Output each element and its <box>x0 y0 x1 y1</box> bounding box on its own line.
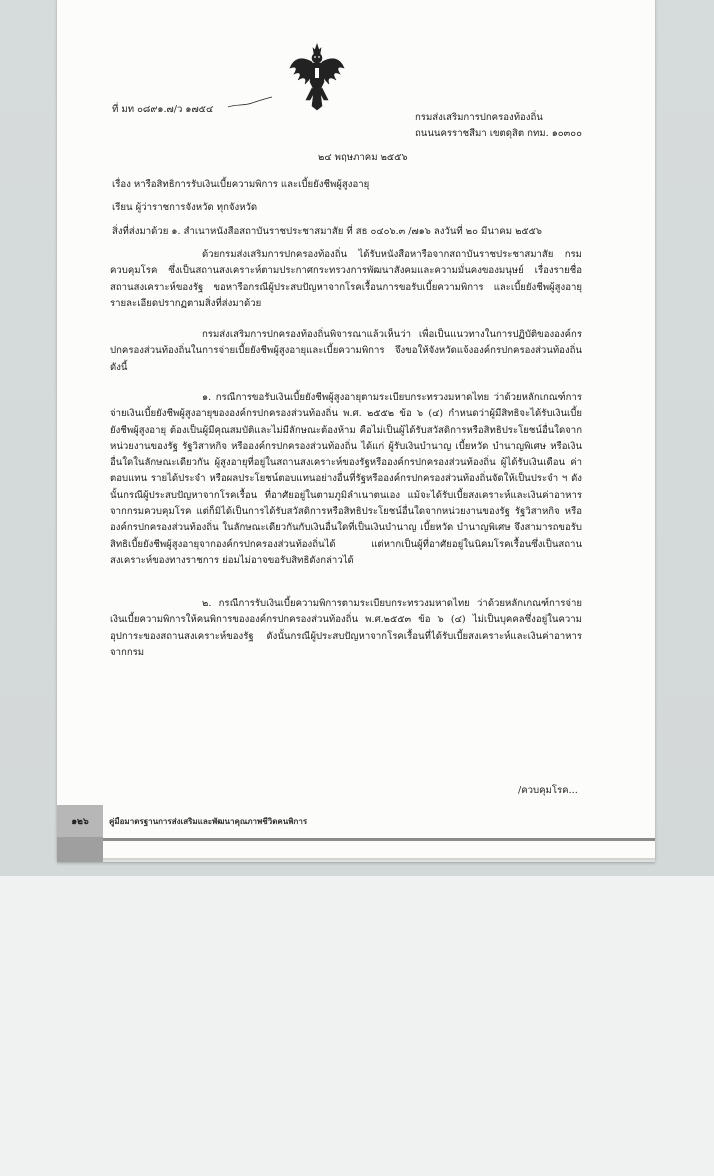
reference-number: ที่ มท ๐๘๙๑.๗/ว ๑๗๕๔ <box>112 104 214 115</box>
continuation-marker: /ควบคุมโรค... <box>518 785 578 796</box>
paragraph-item-2: ๒. กรณีการรับเงินเบี้ยความพิการตามระเบียบกระทรวงมหาดไทย ว่าด้วยหลักเกณฑ์การจ่ายเงินเบี้ยความพิการให้คนพิการขององค์กรปกครองส่วนท้องถิ่น พ.ศ.๒๕๕๓ ข้อ ๖ (๔) ไม่เป็นบุคคลซึ่งอยู่ในความอุปการะของสถานสงเคราะห์ของรัฐ ดังนั้นกรณีผู้ประสบปัญหาจากโรคเรื้อนที่ได้รับเบี้ยสงเคราะห์และเงินค่าอาหารจากกรม <box>110 598 582 658</box>
footer-rule <box>103 838 655 841</box>
department-address: ถนนนครราชสีมา เขตดุสิต กทม. ๑๐๓๐๐ <box>415 128 582 139</box>
letter-recipient: เรียน ผู้ว่าราชการจังหวัด ทุกจังหวัด <box>112 202 258 213</box>
page-shadow <box>57 858 655 866</box>
footer-tab-lower <box>57 836 103 862</box>
letter-subject: เรื่อง หารือสิทธิการรับเงินเบี้ยความพิการ และเบี้ยยังชีพผู้สูงอายุ <box>112 179 370 190</box>
department-name: กรมส่งเสริมการปกครองท้องถิ่น <box>415 112 543 123</box>
garuda-emblem-icon <box>288 42 346 112</box>
letter-date: ๒๔ พฤษภาคม ๒๕๕๖ <box>318 152 408 163</box>
page-number: ๑๒๖ <box>57 805 103 837</box>
paragraph-intro: ด้วยกรมส่งเสริมการปกครองท้องถิ่น ได้รับหนังสือหารือจากสถาบันราชประชาสมาสัย กรมควบคุมโรค ซึ่งเป็นสถานสงเคราะห์ตามประกาศกระทรวงการพัฒนาสังคมและความมั่นคงของมนุษย์ เรื่องรายชื่อสถานสงเคราะห์ของรัฐ ขอหารือกรณีผู้ประสบปัญหาจากโรคเรื้อนการขอรับเบี้ยความพิการ และเบี้ยยังชีพผู้สูงอายุ รายละเอียดปรากฏตามสิ่งที่ส่งมาด้วย <box>110 249 582 309</box>
paragraph-consideration: กรมส่งเสริมการปกครองท้องถิ่นพิจารณาแล้วเห็นว่า เพื่อเป็นแนวทางในการปฏิบัติขององค์กรปกครองส่วนท้องถิ่นในการจ่ายเบี้ยยังชีพผู้สูงอายุและเบี้ยความพิการ จึงขอให้จังหวัดแจ้งองค์กรปกครองส่วนท้องถิ่น ดังนี้ <box>110 329 582 373</box>
handwritten-number-mark <box>226 96 274 110</box>
paragraph-item-1: ๑. กรณีการขอรับเงินเบี้ยยังชีพผู้สูงอายุตามระเบียบกระทรวงมหาดไทย ว่าด้วยหลักเกณฑ์การจ่ายเงินเบี้ยยังชีพผู้สูงอายุขององค์กรปกครองส่วนท้องถิ่น พ.ศ. ๒๕๕๒ ข้อ ๖ (๔) กำหนดว่าผู้มีสิทธิจะได้รับเงินเบี้ยยังชีพผู้สูงอายุ ต้องเป็นผู้มีคุณสมบัติและไม่มีลักษณะต้องห้าม คือไม่เป็นผู้ได้รับสวัสดิการหรือสิทธิประโยชน์อื่นใดจากหน่วยงานของรัฐ รัฐวิสาหกิจ หรือองค์กรปกครองส่วนท้องถิ่น ได้แก่ ผู้รับเงินบำนาญ เบี้ยหวัด บำนาญพิเศษ หรือเงินอื่นใดในลักษณะเดียวกัน ผู้สูงอายุที่อยู่ในสถานสงเคราะห์ของรัฐหรือองค์กรปกครองส่วนท้องถิ่น ผู้ได้รับเงินเดือน ค่าตอบแทน รายได้ประจำ หรือผลประโยชน์ตอบแทนอย่างอื่นที่รัฐหรือองค์กรปกครองส่วนท้องถิ่นจัดให้เป็นประจำ ฯ ดังนั้นกรณีผู้ประสบปัญหาจากโรคเรื้อน ที่อาศัยอยู่ในตามภูมิลำเนาตนเอง แม้จะได้รับเบี้ยสงเคราะห์และเงินค่าอาหารจากกรมควบคุมโรค แต่ก็มิได้เป็นการได้รับสวัสดิการหรือสิทธิประโยชน์อื่นใดจากหน่วยงานของรัฐ รัฐวิสาหกิจ หรือองค์กรปกครองส่วนท้องถิ่น ในลักษณะเดียวกันกับเงินอื่นใดที่เป็นเงินบำนาญ เบี้ยหวัด บำนาญพิเศษ จึงสามารถขอรับสิทธิเบี้ยยังชีพผู้สูงอายุจากองค์กรปกครองส่วนท้องถิ่นได้ แต่หากเป็นผู้ที่อาศัยอยู่ในนิคมโรคเรื้อนซึ่งเป็นสถานสงเคราะห์ของทางราชการ ย่อมไม่อาจขอรับสิทธิดังกล่าวได้ <box>110 392 582 566</box>
letter-enclosure: สิ่งที่ส่งมาด้วย ๑. สำเนาหนังสือสถาบันราชประชาสมาสัย ที่ สธ ๐๔๐๖.๓ /๗๑๖ ลงวันที่ ๒๐ มีนาคม ๒๕๕๖ <box>112 226 543 237</box>
book-title: คู่มือมาตรฐานการส่งเสริมและพัฒนาคุณภาพชีวิตคนพิการ <box>109 817 308 826</box>
